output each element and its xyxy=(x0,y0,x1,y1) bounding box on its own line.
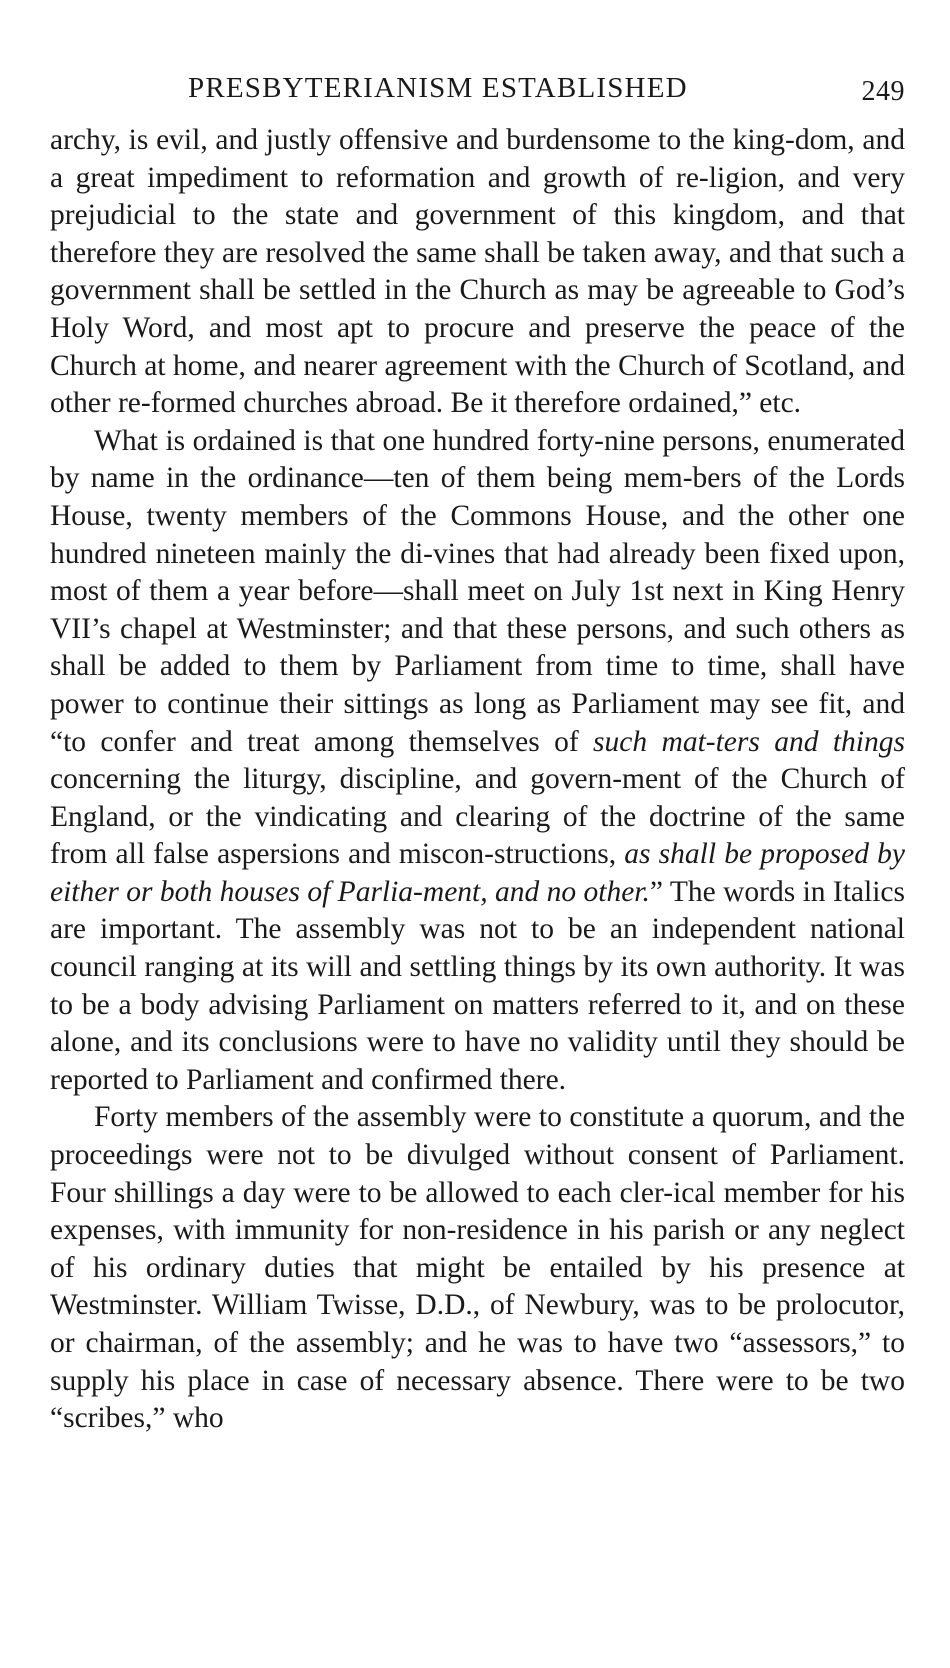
text-run: concerning the liturgy, discipline, and govern-ment of the Church of England, or the vindicating and clearing of the doctrine of the same from all false aspersions and miscon-structions, xyxy=(50,763,905,871)
text-run: archy, is evil, and justly offensive and burdensome to the king-dom, and a great impediment to reformation and growth of re-ligion, and very prejudicial to the state and government of this kingdom, and that therefore they are resolved the same shall be taken away, and that such a government shall be settled in the Church as may be agreeable to God’s Holy Word, and most apt to procure and preserve the peace of the Church at home, and nearer agreement with the Church of Scotland, and other re-formed churches abroad. Be it therefore ordained,” etc. xyxy=(50,124,905,420)
text-run: What is ordained is that one hundred forty-nine persons, enumerated by name in the ordinance—ten of them being mem-bers of the Lords House, twenty members of the Commons House, and the other one hundred nineteen mainly the di-vines that had already been fixed upon, most of them a year before—shall meet on July 1st next in King Henry VII’s chapel at Westminster; and that these persons, and such others as shall be added to them by Parliament from time to time, shall have power to continue their sittings as long as Parliament may see fit, and “to confer and treat among themselves of xyxy=(50,424,905,758)
paragraph-2 xyxy=(50,423,905,1100)
paragraph-1 xyxy=(50,122,905,423)
running-title: PRESBYTERIANISM ESTABLISHED xyxy=(188,72,688,104)
italic-run: such mat-ters and things xyxy=(593,725,905,758)
italic-run: as shall be proposed by either or both houses of Parlia-ment, and no other. xyxy=(50,838,906,908)
book-page xyxy=(50,70,905,1438)
running-head xyxy=(50,70,905,122)
text-run: Forty members of the assembly were to constitute a quorum, and the proceedings were not to be divulged without consent of Parliament. Four shillings a day were to be allowed to each cler-ical member for his expenses, with immunity for non-residence in his parish or any neglect of his ordinary duties that might be entailed by his presence at Westminster. William Twisse, D.D., of Newbury, was to be prolocutor, or chairman, of the assembly; and he was to have two “assessors,” to supply his place in case of necessary absence. There were to be two “scribes,” who xyxy=(50,1101,905,1435)
paragraph-3 xyxy=(50,1099,905,1437)
page-number: 249 xyxy=(861,76,905,107)
text-run: ” The words in Italics are important. The assembly was not to be an independent national council ranging at its will and settling things by its own authority. It was to be a body advising Parliament on matters referred to it, and on these alone, and its conclusions were to have no validity until they should be reported to Parliament and confirmed there. xyxy=(50,875,905,1096)
